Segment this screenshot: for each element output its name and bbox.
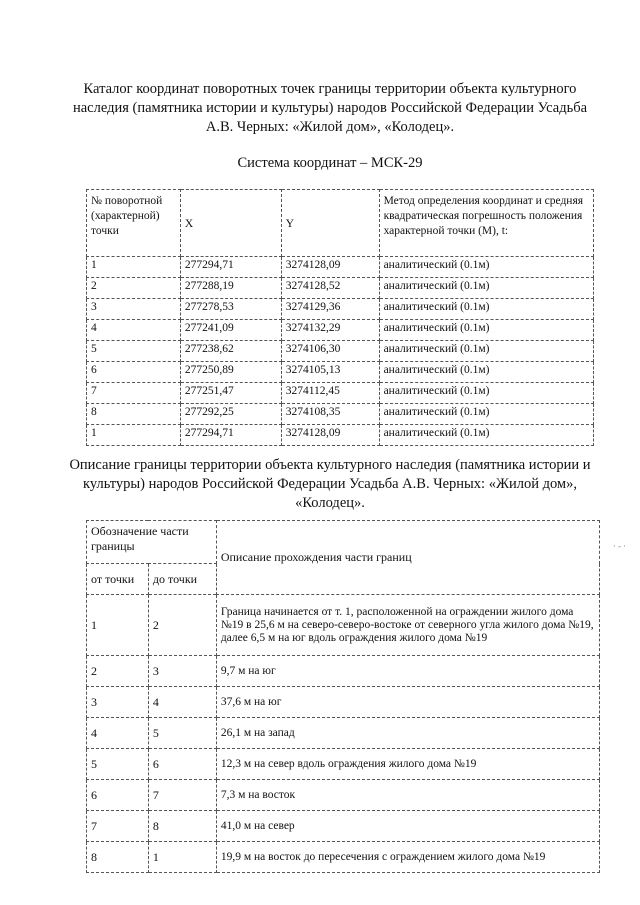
description-header-row xyxy=(87,521,600,564)
cell-method: аналитический (0.1м) xyxy=(379,320,593,341)
cell-point: 8 xyxy=(87,404,181,425)
table-row xyxy=(87,320,594,341)
description-title: Описание границы территории объекта культурного наследия (памятника истории и культуры) народов Российской Федерации Усадьба А.В. Черных: «Жилой дом», «Колодец». xyxy=(69,457,591,511)
cell-x: 277238,62 xyxy=(180,341,281,362)
cell-method: аналитический (0.1м) xyxy=(379,404,593,425)
cell-x: 277288,19 xyxy=(180,278,281,299)
cell-point: 1 xyxy=(87,257,181,278)
header-from-point: от точки xyxy=(87,564,149,595)
cell-point: 7 xyxy=(87,383,181,404)
cell-y: 3274128,09 xyxy=(281,257,379,278)
cell-method: аналитический (0.1м) xyxy=(379,257,593,278)
cell-description: 19,9 м на восток до пересечения с ограждением жилого дома №19 xyxy=(216,842,599,873)
cell-to-point: 8 xyxy=(148,811,216,842)
cell-to-point: 6 xyxy=(148,749,216,780)
header-method: Метод определения координат и средняя квадратическая погрешность положения характерной точки (М), t: xyxy=(379,190,593,257)
cell-point: 1 xyxy=(87,425,181,446)
cell-x: 277278,53 xyxy=(180,299,281,320)
table-row xyxy=(87,687,600,718)
header-description: Описание прохождения части границ xyxy=(216,521,599,595)
table-row xyxy=(87,383,594,404)
cell-x: 277294,71 xyxy=(180,257,281,278)
cell-method: аналитический (0.1м) xyxy=(379,341,593,362)
cell-from-point: 2 xyxy=(87,656,149,687)
cell-from-point: 1 xyxy=(87,595,149,656)
table-row xyxy=(87,278,594,299)
cell-x: 277241,09 xyxy=(180,320,281,341)
cell-method: аналитический (0.1м) xyxy=(379,278,593,299)
header-x: X xyxy=(180,190,281,257)
cell-method: аналитический (0.1м) xyxy=(379,299,593,320)
cell-point: 3 xyxy=(87,299,181,320)
cell-to-point: 5 xyxy=(148,718,216,749)
cell-description: 41,0 м на север xyxy=(216,811,599,842)
catalog-title: Каталог координат поворотных точек границы территории объекта культурного наследия (памятника истории и культуры) народов Российской Федерации Усадьба А.В. Черных: «Жилой дом», «Колодец». xyxy=(72,81,588,135)
cell-y: 3274132,29 xyxy=(281,320,379,341)
header-point-number: № поворотной (характерной) точки xyxy=(87,190,181,257)
cell-description: 26,1 м на запад xyxy=(216,718,599,749)
table-row xyxy=(87,595,600,656)
table-row xyxy=(87,749,600,780)
table-row xyxy=(87,299,594,320)
cell-x: 277294,71 xyxy=(180,425,281,446)
cell-to-point: 3 xyxy=(148,656,216,687)
cell-y: 3274105,13 xyxy=(281,362,379,383)
table-row xyxy=(87,257,594,278)
cell-description: 12,3 м на север вдоль ограждения жилого дома №19 xyxy=(216,749,599,780)
table-row xyxy=(87,842,600,873)
cell-from-point: 6 xyxy=(87,780,149,811)
coordinate-system-label: Система координат – МСК-29 xyxy=(237,155,423,171)
header-y: Y xyxy=(281,190,379,257)
cell-description: 37,6 м на юг xyxy=(216,687,599,718)
cell-y: 3274106,30 xyxy=(281,341,379,362)
cell-from-point: 3 xyxy=(87,687,149,718)
cell-y: 3274128,09 xyxy=(281,425,379,446)
table-row xyxy=(87,656,600,687)
table-row xyxy=(87,404,594,425)
cell-to-point: 7 xyxy=(148,780,216,811)
cell-description: 7,3 м на восток xyxy=(216,780,599,811)
cell-from-point: 7 xyxy=(87,811,149,842)
cell-to-point: 1 xyxy=(148,842,216,873)
cell-description: 9,7 м на юг xyxy=(216,656,599,687)
cell-point: 4 xyxy=(87,320,181,341)
cell-x: 277251,47 xyxy=(180,383,281,404)
table-row xyxy=(87,425,594,446)
boundary-description-table xyxy=(86,520,600,873)
table-row xyxy=(87,362,594,383)
table-row xyxy=(87,341,594,362)
table-row xyxy=(87,811,600,842)
coordinates-table xyxy=(86,189,594,446)
coordinates-header-row xyxy=(87,190,594,257)
table-row xyxy=(87,780,600,811)
cell-to-point: 2 xyxy=(148,595,216,656)
cell-to-point: 4 xyxy=(148,687,216,718)
cell-method: аналитический (0.1м) xyxy=(379,383,593,404)
cell-y: 3274128,52 xyxy=(281,278,379,299)
cell-point: 2 xyxy=(87,278,181,299)
table-row xyxy=(87,718,600,749)
cell-point: 5 xyxy=(87,341,181,362)
cell-y: 3274112,45 xyxy=(281,383,379,404)
cell-from-point: 4 xyxy=(87,718,149,749)
header-to-point: до точки xyxy=(148,564,216,595)
header-boundary-part: Обозначение части границы xyxy=(87,521,217,564)
cell-x: 277292,25 xyxy=(180,404,281,425)
cell-from-point: 5 xyxy=(87,749,149,780)
cell-description: Граница начинается от т. 1, расположенной на ограждении жилого дома №19 в 25,6 м на северо-северо-востоке от северного угла жилого дома №19, далее 6,5 м на юг вдоль ограждения жилого дома №19 xyxy=(216,595,599,656)
cell-method: аналитический (0.1м) xyxy=(379,362,593,383)
cell-y: 3274108,35 xyxy=(281,404,379,425)
cell-point: 6 xyxy=(87,362,181,383)
cell-from-point: 8 xyxy=(87,842,149,873)
cell-x: 277250,89 xyxy=(180,362,281,383)
cell-y: 3274129,36 xyxy=(281,299,379,320)
scan-mark: ·-· xyxy=(613,542,628,552)
cell-method: аналитический (0.1м) xyxy=(379,425,593,446)
